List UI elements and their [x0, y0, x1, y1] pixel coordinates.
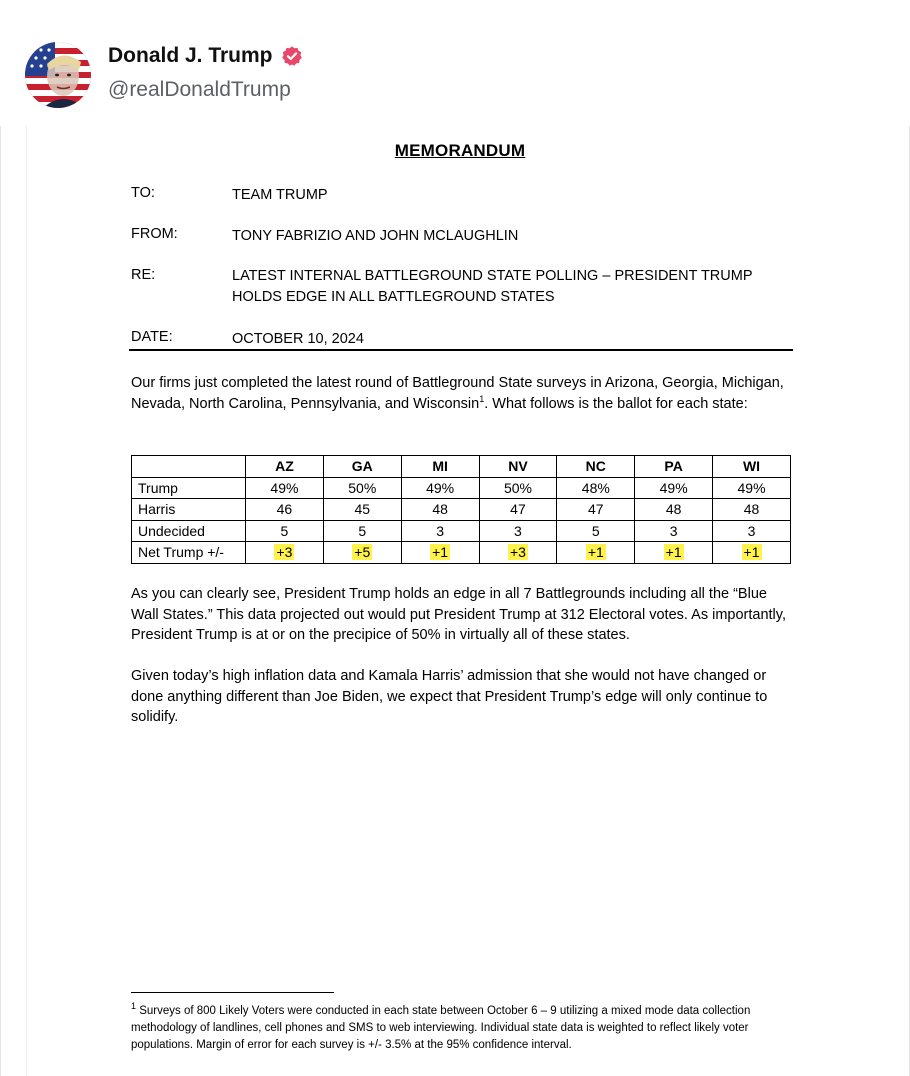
table-cell: 50%	[323, 477, 401, 499]
table-cell: 47	[557, 499, 635, 521]
table-cell: 48	[401, 499, 479, 521]
outlook-paragraph: Given today’s high inflation data and Kamala Harris’ admission that she would not have changed or done anything different than Joe Biden, we expect that President Trump’s edge will only continue to solidify.	[131, 668, 768, 725]
row-label: Harris	[132, 499, 246, 521]
footnote	[131, 1003, 796, 1054]
row-label: Net Trump +/-	[132, 542, 246, 564]
highlighted-value: +3	[276, 544, 293, 561]
column-header: MI	[401, 456, 479, 478]
table-cell: 45	[323, 499, 401, 521]
footnote-ref: 1	[479, 393, 485, 404]
to-value: TEAM TRUMP	[232, 187, 328, 203]
author-handle[interactable]: @realDonaldTrump	[108, 78, 291, 101]
table-cell: 49%	[401, 477, 479, 499]
intro-text: Our firms just completed the latest round of Battleground State surveys in Arizona, Georgia, Michigan, Nevada, North Carolina, Pennsylvania, and Wisconsin	[131, 375, 784, 412]
column-header: PA	[635, 456, 713, 478]
highlighted-value: +1	[587, 544, 604, 561]
table-row	[132, 520, 791, 542]
to-label: TO:	[131, 185, 155, 201]
post-header	[0, 0, 910, 125]
table-cell	[557, 542, 635, 564]
table-cell: 46	[246, 499, 324, 521]
author-name[interactable]	[108, 44, 303, 68]
table-cell: 5	[323, 520, 401, 542]
footnote-text: Surveys of 800 Likely Voters were conducted in each state between October 6 – 9 utilizing a mixed mode data collection methodology of landlines, cell phones and SMS to web interviewing. Individual state data is weighted to reflect likely voter populations. Margin of error for each survey is +/- 3.5% at the 95% confidence interval.	[131, 1005, 751, 1051]
table-cell	[246, 542, 324, 564]
ballot-table	[131, 455, 791, 564]
highlighted-value: +3	[509, 544, 526, 561]
column-header: NC	[557, 456, 635, 478]
table-cell	[479, 542, 557, 564]
avatar[interactable]	[25, 42, 91, 108]
date-label: DATE:	[131, 329, 173, 345]
avatar-image	[25, 42, 91, 108]
table-cell: 3	[401, 520, 479, 542]
column-header: GA	[323, 456, 401, 478]
table-cell: 50%	[479, 477, 557, 499]
memorandum-document	[1, 126, 910, 1076]
table-cell: 48%	[557, 477, 635, 499]
post-image-card[interactable]	[0, 126, 910, 1076]
table-cell	[401, 542, 479, 564]
table-corner-cell	[132, 456, 246, 478]
highlighted-value: +1	[432, 544, 449, 561]
table-row	[132, 542, 791, 564]
table-cell: 5	[557, 520, 635, 542]
analysis-paragraph: As you can clearly see, President Trump holds an edge in all 7 Battlegrounds including all the “Blue Wall States.” This data projected out would put President Trump at 312 Electoral votes. As importantly, President Trump is at or on the precipice of 50% in virtually all of these states.	[131, 586, 786, 643]
intro-text-end: . What follows is the ballot for each state:	[484, 395, 748, 412]
date-value: OCTOBER 10, 2024	[232, 331, 364, 347]
table-cell: 48	[635, 499, 713, 521]
table-cell: 3	[479, 520, 557, 542]
table-cell: 47	[479, 499, 557, 521]
table-cell	[635, 542, 713, 564]
footnote-marker: 1	[131, 1001, 137, 1012]
column-header: AZ	[246, 456, 324, 478]
memo-title: MEMORANDUM	[394, 141, 526, 160]
table-cell	[713, 542, 791, 564]
re-label: RE:	[131, 267, 156, 283]
table-cell: 48	[713, 499, 791, 521]
header-divider	[129, 349, 793, 351]
table-cell: 5	[246, 520, 324, 542]
verified-badge-icon	[281, 45, 303, 67]
table-row	[132, 477, 791, 499]
highlighted-value: +1	[665, 544, 682, 561]
table-cell: 3	[635, 520, 713, 542]
footnote-divider	[131, 992, 334, 993]
table-cell: 49%	[635, 477, 713, 499]
row-label: Undecided	[132, 520, 246, 542]
highlighted-value: +1	[743, 544, 760, 561]
table-header-row	[132, 456, 791, 478]
intro-paragraph	[131, 373, 796, 414]
from-value: TONY FABRIZIO AND JOHN MCLAUGHLIN	[232, 228, 519, 244]
table-cell: 49%	[246, 477, 324, 499]
table-cell: 3	[713, 520, 791, 542]
row-label: Trump	[132, 477, 246, 499]
highlighted-value: +5	[354, 544, 371, 561]
author-name-text: Donald J. Trump	[108, 44, 273, 67]
column-header: NV	[479, 456, 557, 478]
table-cell	[323, 542, 401, 564]
table-cell: 49%	[713, 477, 791, 499]
table-row	[132, 499, 791, 521]
from-label: FROM:	[131, 226, 178, 242]
re-value: LATEST INTERNAL BATTLEGROUND STATE POLLING – PRESIDENT TRUMP HOLDS EDGE IN ALL BATTLEGROUND STATES	[232, 268, 753, 305]
column-header: WI	[713, 456, 791, 478]
